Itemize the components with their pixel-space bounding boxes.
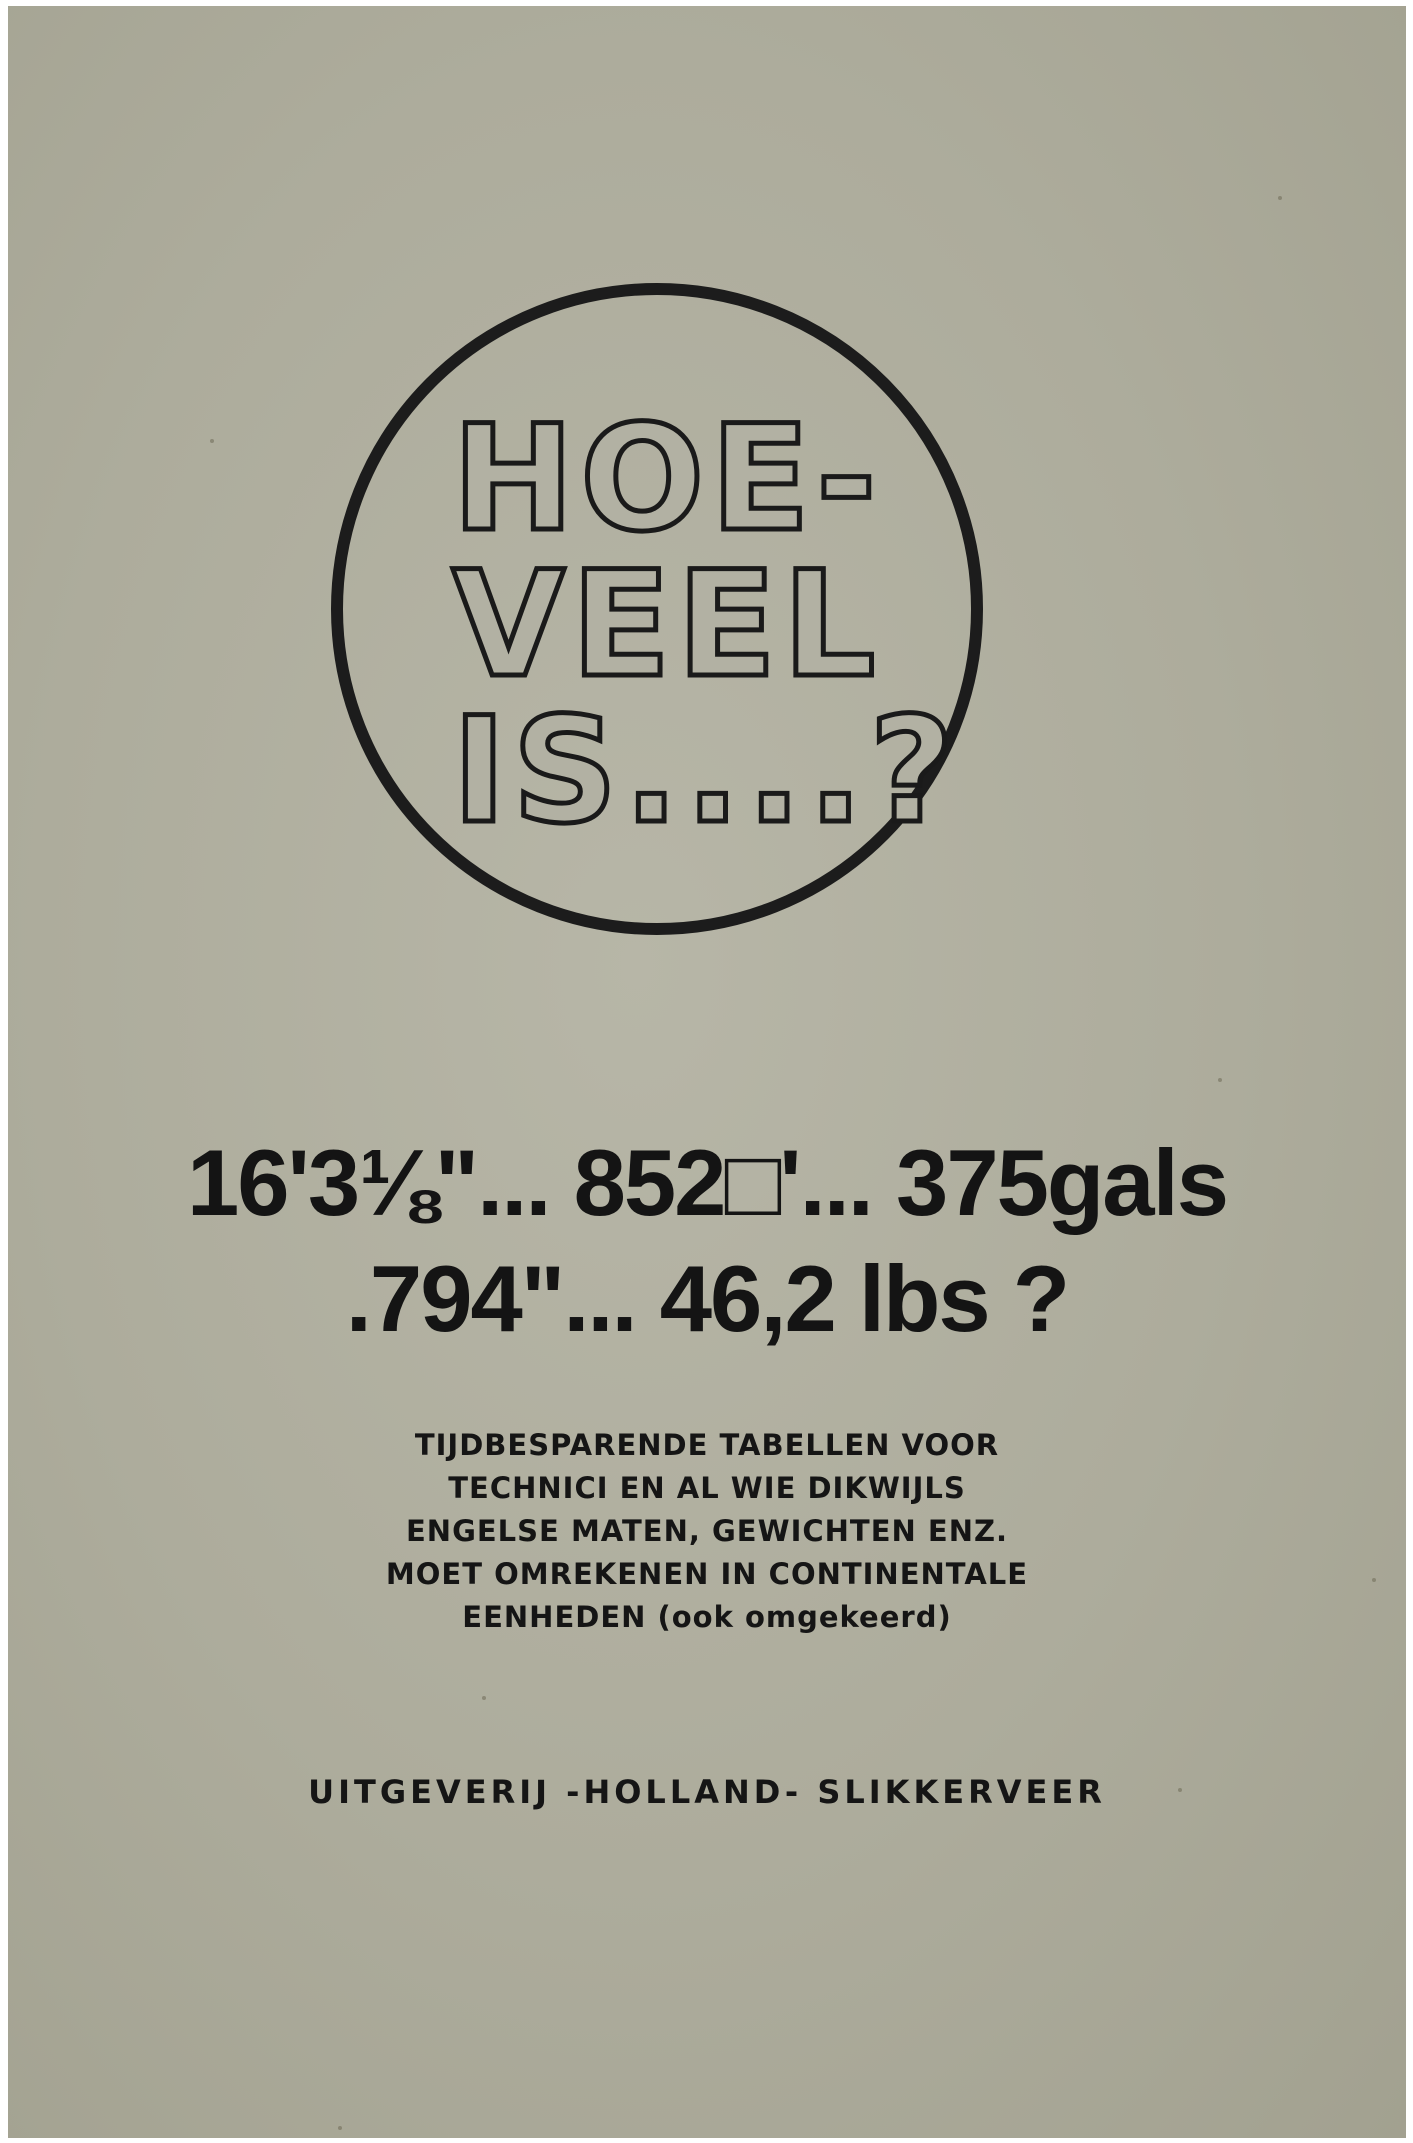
description-line: MOET OMREKENEN IN CONTINENTALE <box>385 1557 1029 1591</box>
title-line-1: HOE- <box>452 394 883 564</box>
title-line-3: IS....? <box>452 686 961 856</box>
description-line: TIJDBESPARENDE TABELLEN VOOR <box>414 1428 1000 1462</box>
title-line-2: VEEL <box>452 540 882 710</box>
description-line: TECHNICI EN AL WIE DIKWIJLS <box>448 1471 966 1505</box>
paper-speck <box>1278 196 1282 200</box>
measurement-examples-line-1: 16'3⅛"... 852□'... 375gals <box>187 1130 1227 1235</box>
description-line: EENHEDEN (ook omgekeerd) <box>462 1600 952 1634</box>
paper-speck <box>482 1696 486 1700</box>
paper-speck <box>210 439 214 443</box>
description-line: ENGELSE MATEN, GEWICHTEN ENZ. <box>405 1514 1009 1548</box>
book-cover <box>8 6 1406 2138</box>
measurement-examples-line-2: .794"... 46,2 lbs ? <box>345 1246 1069 1351</box>
paper-speck <box>338 2126 342 2130</box>
description-block <box>8 1424 1406 1639</box>
paper-speck <box>1218 1078 1222 1082</box>
publisher-name: UITGEVERIJ -HOLLAND- SLIKKERVEER <box>308 1773 1106 1811</box>
